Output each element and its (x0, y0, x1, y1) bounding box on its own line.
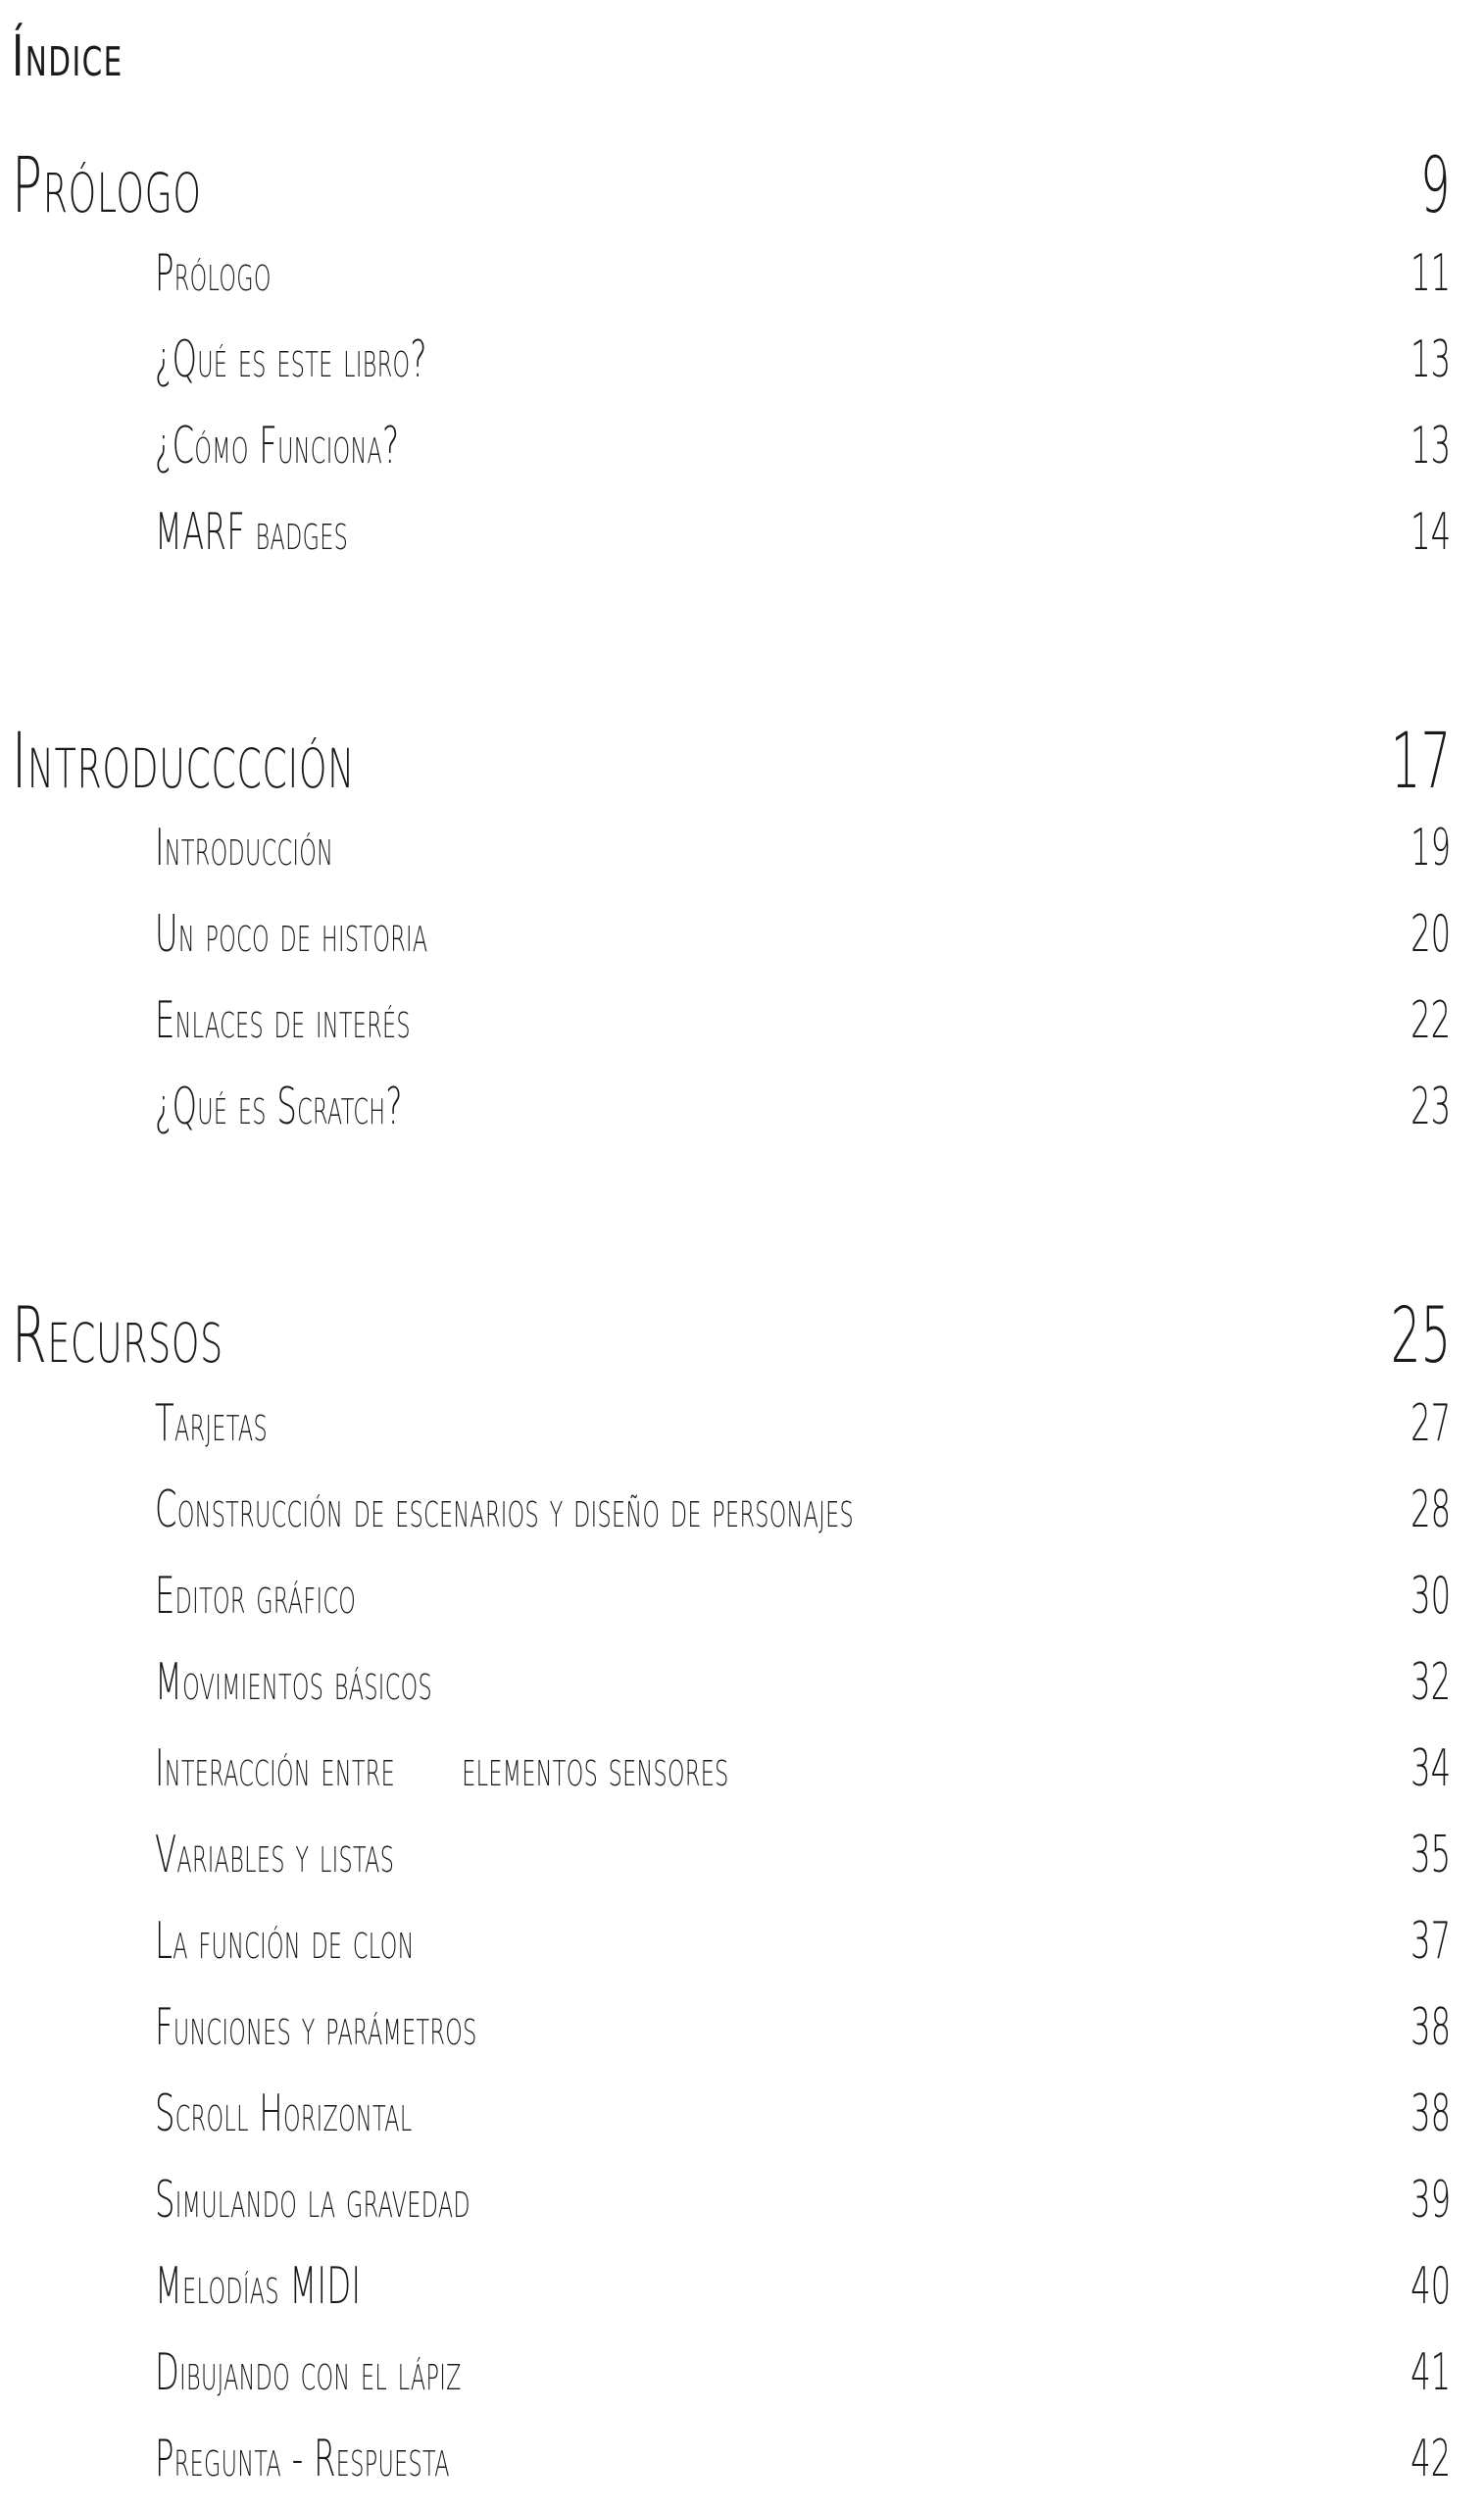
toc-entry[interactable] (0, 1563, 1484, 1641)
entry-page-number: 20 (1410, 905, 1451, 964)
page-title: Índice (12, 23, 124, 89)
entry-label: Movimientos básicos (155, 1653, 432, 1712)
entry-label: Melodías MIDI (155, 2257, 362, 2316)
toc-entry[interactable] (0, 1822, 1484, 1900)
section-title: Prólogo (12, 142, 202, 230)
toc-entry[interactable] (0, 2426, 1484, 2504)
entry-page-number: 23 (1410, 1078, 1451, 1136)
entry-page-number: 42 (1410, 2430, 1451, 2488)
entry-page-number: 37 (1410, 1912, 1451, 1971)
toc-entry[interactable] (0, 1477, 1484, 1555)
toc-entry[interactable] (0, 326, 1484, 405)
toc-section-introduccion[interactable] (0, 716, 1484, 806)
toc-entry[interactable] (0, 2081, 1484, 2159)
entry-label: Construcción de escenarios y diseño de personajes (155, 1481, 855, 1539)
entry-label: Enlaces de interés (155, 991, 411, 1050)
toc-entry[interactable] (0, 1074, 1484, 1152)
entry-label: ¿Qué es Scratch? (155, 1078, 403, 1136)
toc-entry[interactable] (0, 815, 1484, 893)
entry-page-number: 38 (1410, 1998, 1451, 2057)
entry-page-number: 28 (1410, 1481, 1451, 1539)
entry-page-number: 27 (1410, 1394, 1451, 1453)
entry-label: Simulando la gravedad (155, 2171, 470, 2230)
toc-entry[interactable] (0, 2253, 1484, 2332)
entry-page-number: 19 (1410, 819, 1451, 878)
toc-entry[interactable] (0, 901, 1484, 979)
section-title: Recursos (12, 1292, 223, 1380)
entry-page-number: 35 (1410, 1826, 1451, 1884)
entry-page-number: 11 (1410, 244, 1451, 303)
entry-label: ¿Qué es este libro? (155, 330, 427, 389)
toc-entry[interactable] (0, 1390, 1484, 1469)
toc-entry[interactable] (0, 413, 1484, 491)
toc-entry[interactable] (0, 1735, 1484, 1814)
entry-page-number: 13 (1410, 417, 1451, 476)
entry-label: Funciones y parámetros (155, 1998, 477, 2057)
entry-page-number: 38 (1410, 2084, 1451, 2143)
entry-label: Un poco de historia (155, 905, 428, 964)
entry-label: La función de clon (155, 1912, 415, 1971)
toc-entry[interactable] (0, 1649, 1484, 1728)
toc-entry[interactable] (0, 2339, 1484, 2418)
toc-entry[interactable] (0, 1994, 1484, 2073)
entry-page-number: 34 (1410, 1739, 1451, 1798)
toc-entry[interactable] (0, 987, 1484, 1066)
entry-label: Dibujando con el lápiz (155, 2343, 462, 2402)
entry-label: Interacción entre (155, 1739, 396, 1798)
entry-label: Prólogo (155, 244, 272, 303)
entry-label: MARF badges (155, 503, 349, 562)
entry-label: Editor gráfico (155, 1567, 357, 1626)
section-title: Introducccción (12, 718, 355, 806)
section-page-number: 25 (1390, 1292, 1451, 1380)
entry-page-number: 41 (1410, 2343, 1451, 2402)
entry-page-number: 39 (1410, 2171, 1451, 2230)
toc-entry[interactable] (0, 2167, 1484, 2245)
entry-label: Pregunta - Respuesta (155, 2430, 450, 2488)
toc-entry[interactable] (0, 499, 1484, 577)
section-page-number: 17 (1390, 718, 1451, 806)
entry-label: ¿Cómo Funciona? (155, 417, 400, 476)
entry-page-number: 14 (1410, 503, 1451, 562)
toc-section-prologo[interactable] (0, 140, 1484, 230)
toc-entry[interactable] (0, 1908, 1484, 1986)
entry-label: Introducción (155, 819, 334, 878)
entry-page-number: 40 (1410, 2257, 1451, 2316)
section-page-number: 9 (1420, 142, 1451, 230)
toc-entry[interactable] (0, 240, 1484, 319)
entry-page-number: 30 (1410, 1567, 1451, 1626)
entry-label: Tarjetas (155, 1394, 268, 1453)
entry-page-number: 13 (1410, 330, 1451, 389)
entry-page-number: 22 (1410, 991, 1451, 1050)
entry-page-number: 32 (1410, 1653, 1451, 1712)
entry-label: Variables y listas (155, 1826, 395, 1884)
entry-label-continuation: elementos sensores (462, 1739, 729, 1798)
entry-label: Scroll Horizontal (155, 2084, 413, 2143)
entry-label-group (155, 1739, 729, 1798)
toc-section-recursos[interactable] (0, 1290, 1484, 1380)
